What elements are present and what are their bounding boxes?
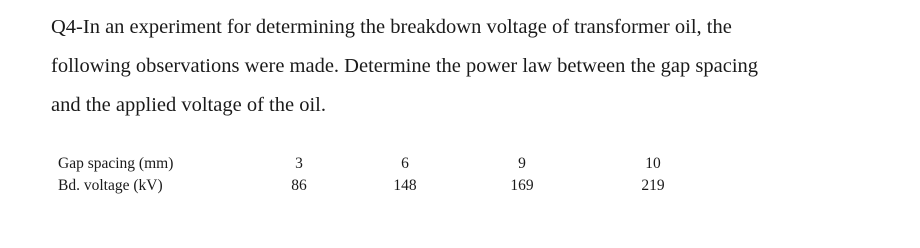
table-cell: 3 <box>295 155 303 172</box>
question-text <box>51 8 911 125</box>
table-cell: 86 <box>291 177 307 194</box>
row-label-gap-spacing: Gap spacing (mm) <box>58 155 174 172</box>
table-cell: 10 <box>645 155 661 172</box>
table-row-bd-voltage <box>58 175 737 197</box>
observations-table <box>58 153 737 197</box>
row-label-bd-voltage: Bd. voltage (kV) <box>58 177 163 194</box>
table-cell: 148 <box>393 177 417 194</box>
table-cell: 9 <box>518 155 526 172</box>
question-line: and the applied voltage of the oil. <box>51 94 326 116</box>
table-cell: 169 <box>510 177 534 194</box>
question-line: following observations were made. Determine the power law between the gap spacing <box>51 55 759 77</box>
question-line: Q4-In an experiment for determining the breakdown voltage of transformer oil, the <box>51 16 732 38</box>
table-cell: 6 <box>401 155 409 172</box>
table-row-gap-spacing <box>58 153 737 175</box>
table-cell: 219 <box>641 177 665 194</box>
